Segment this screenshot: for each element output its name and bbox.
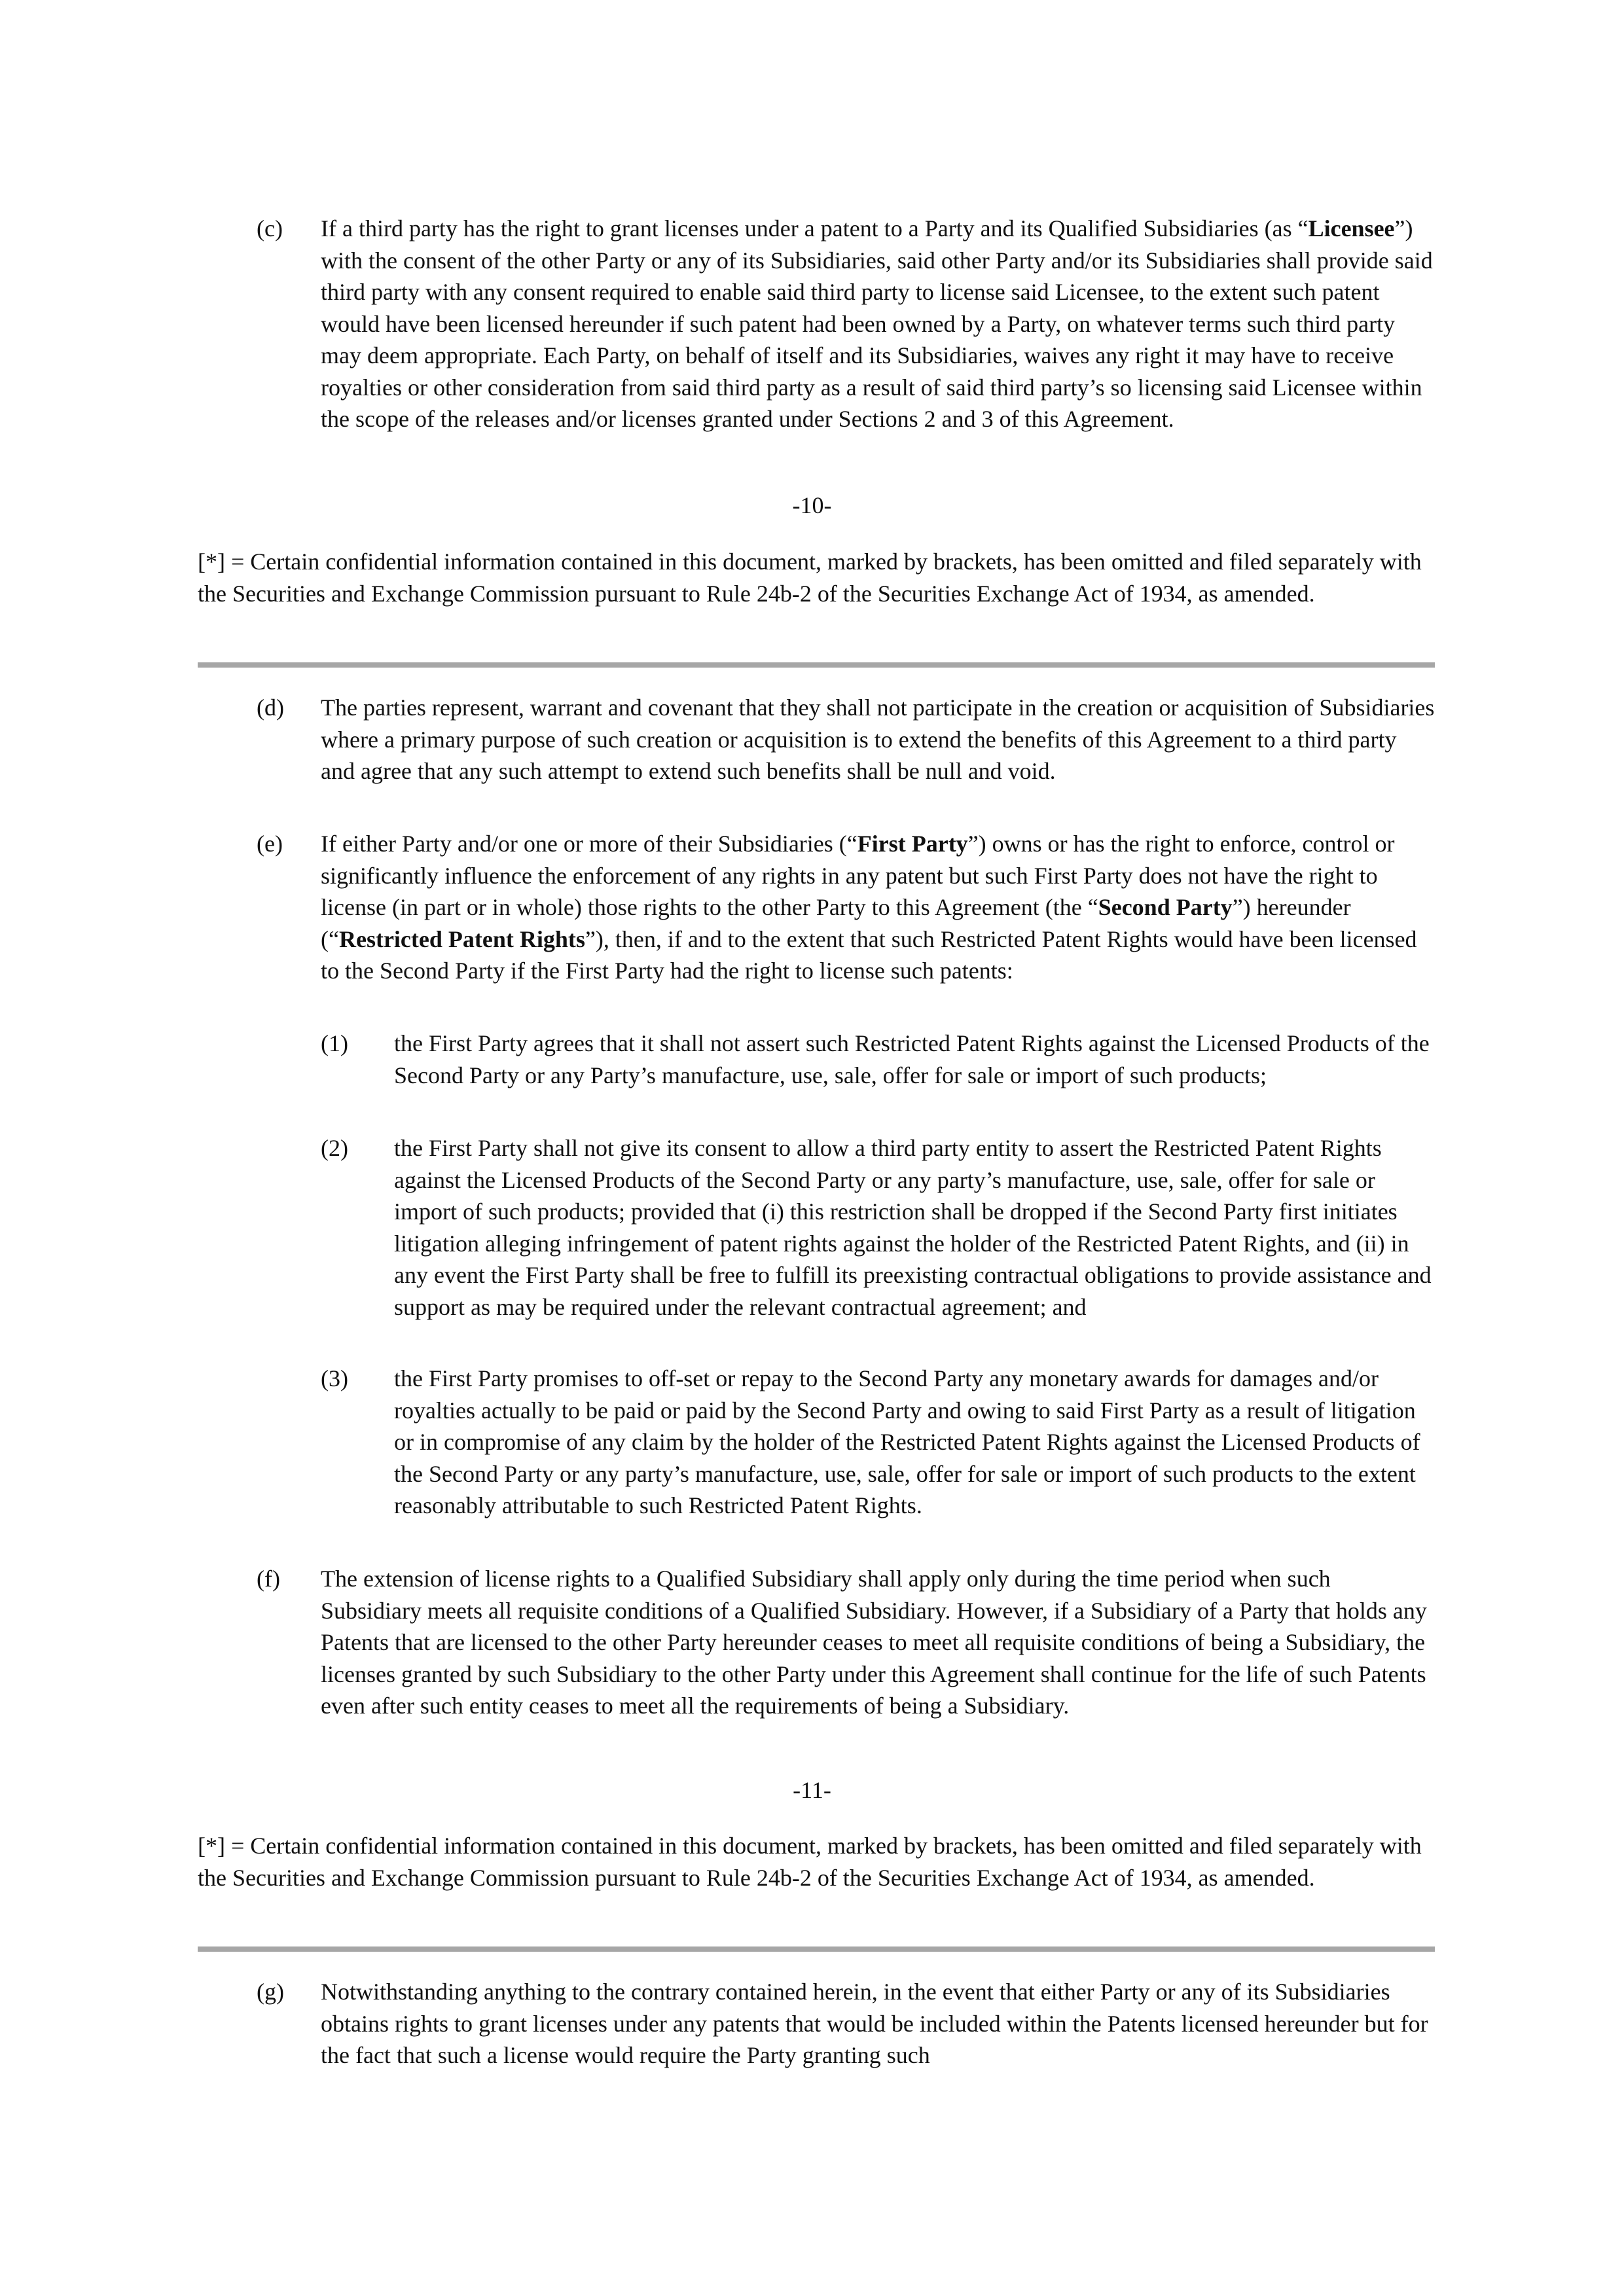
- defined-term-first-party: First Party: [857, 831, 968, 857]
- paragraph-label: (c): [257, 215, 283, 242]
- page-separator: [198, 662, 1435, 668]
- page-number: -11-: [793, 1777, 831, 1803]
- paragraph-text: The parties represent, warrant and covenant that they shall not participate in the creation or acquisition of Subsidiaries where a primary purpose of such creation or acquisition is to extend the benefits of this Agreement to a third party and agree that any such attempt to extend such benefits shall be null and void.: [321, 694, 1435, 784]
- paragraph-text: If a third party has the right to grant licenses under a patent to a Party and its Qualified Subsidiaries (as “Licensee”) with the consent of the other Party or any of its Subsidiaries, said other Party and/or its Subsidiaries shall provide said third party with any consent required to enable said third party to license said Licensee, to the extent such patent would have been licensed hereunder if such patent had been owned by a Party, on whatever terms such third party may deem appropriate. Each Party, on behalf of itself and its Subsidiaries, waives any right it may have to receive royalties or other consideration from said third party as a result of said third party’s so licensing said Licensee within the scope of the releases and/or licenses granted under Sections 2 and 3 of this Agreement.: [321, 215, 1433, 432]
- page-number: -10-: [792, 492, 832, 518]
- subparagraph-text: the First Party promises to off-set or repay to the Second Party any monetary awards for damages and/or royalties actually to be paid or paid by the Second Party and owing to said First Party as a result of litigation or in compromise of any claim by the holder of the Restricted Patent Rights against the Licensed Products of the Second Party or any party’s manufacture, use, sale, offer for sale or import of such products to the extent reasonably attributable to such Restricted Patent Rights.: [394, 1365, 1420, 1518]
- paragraph-text: If either Party and/or one or more of their Subsidiaries (“First Party”) owns or has the right to enforce, control or significantly influence the enforcement of any rights in any patent but such First Party does not have the right to license (in part or in whole) those rights to the other Party to this Agreement (the “Second Party”) hereunder (“Restricted Patent Rights”), then, if and to the extent that such Restricted Patent Rights would have been licensed to the Second Party if the First Party had the right to license such patents:: [321, 831, 1417, 984]
- confidentiality-footnote: [*] = Certain confidential information contained in this document, marked by brackets, has been omitted and filed separately with the Securities and Exchange Commission pursuant to Rule 24b-2 of the Securities Exchange Act of 1934, as amended.: [198, 1833, 1422, 1891]
- paragraph-text: The extension of license rights to a Qualified Subsidiary shall apply only during the time period when such Subsidiary meets all requisite conditions of a Qualified Subsidiary. However, if a Subsidiary of a Party that holds any Patents that are licensed to the other Party hereunder ceases to meet all requisite conditions of being a Subsidiary, the licenses granted by such Subsidiary to the other Party under this Agreement shall continue for the life of such Patents even after such entity ceases to meet all the requirements of being a Subsidiary.: [321, 1566, 1427, 1719]
- confidentiality-footnote: [*] = Certain confidential information contained in this document, marked by brackets, has been omitted and filed separately with the Securities and Exchange Commission pursuant to Rule 24b-2 of the Securities Exchange Act of 1934, as amended.: [198, 548, 1422, 607]
- subparagraph-text: the First Party agrees that it shall not assert such Restricted Patent Rights against the Licensed Products of the Second Party or any Party’s manufacture, use, sale, offer for sale or import of such products;: [394, 1030, 1430, 1088]
- paragraph-label: (g): [257, 1979, 284, 2005]
- subparagraph-label: (1): [321, 1030, 348, 1056]
- subparagraph-label: (2): [321, 1135, 348, 1161]
- defined-term-restricted-patent-rights: Restricted Patent Rights: [338, 925, 585, 952]
- defined-term-second-party: Second Party: [1098, 894, 1233, 920]
- paragraph-label: (f): [257, 1566, 280, 1592]
- page-separator: [198, 1946, 1435, 1952]
- defined-term-licensee: Licensee: [1308, 215, 1395, 242]
- subparagraph-text: the First Party shall not give its consent to allow a third party entity to assert the Restricted Patent Rights against the Licensed Products of the Second Party or any party’s manufacture, use, sale, offer for sale or import of such products; provided that (i) this restriction shall be dropped if the Second Party first initiates litigation alleging infringement of patent rights against the holder of the Restricted Patent Rights, and (ii) in any event the First Party shall be free to fulfill its preexisting contractual obligations to provide assistance and support as may be required under the relevant contractual agreement; and: [394, 1135, 1432, 1320]
- paragraph-label: (d): [257, 694, 284, 721]
- subparagraph-label: (3): [321, 1365, 348, 1391]
- paragraph-label: (e): [257, 831, 283, 857]
- paragraph-text: Notwithstanding anything to the contrary contained herein, in the event that either Party or any of its Subsidiaries obtains rights to grant licenses under any patents that would be included within the Patents licensed hereunder but for the fact that such a license would require the Party granting such: [321, 1979, 1428, 2068]
